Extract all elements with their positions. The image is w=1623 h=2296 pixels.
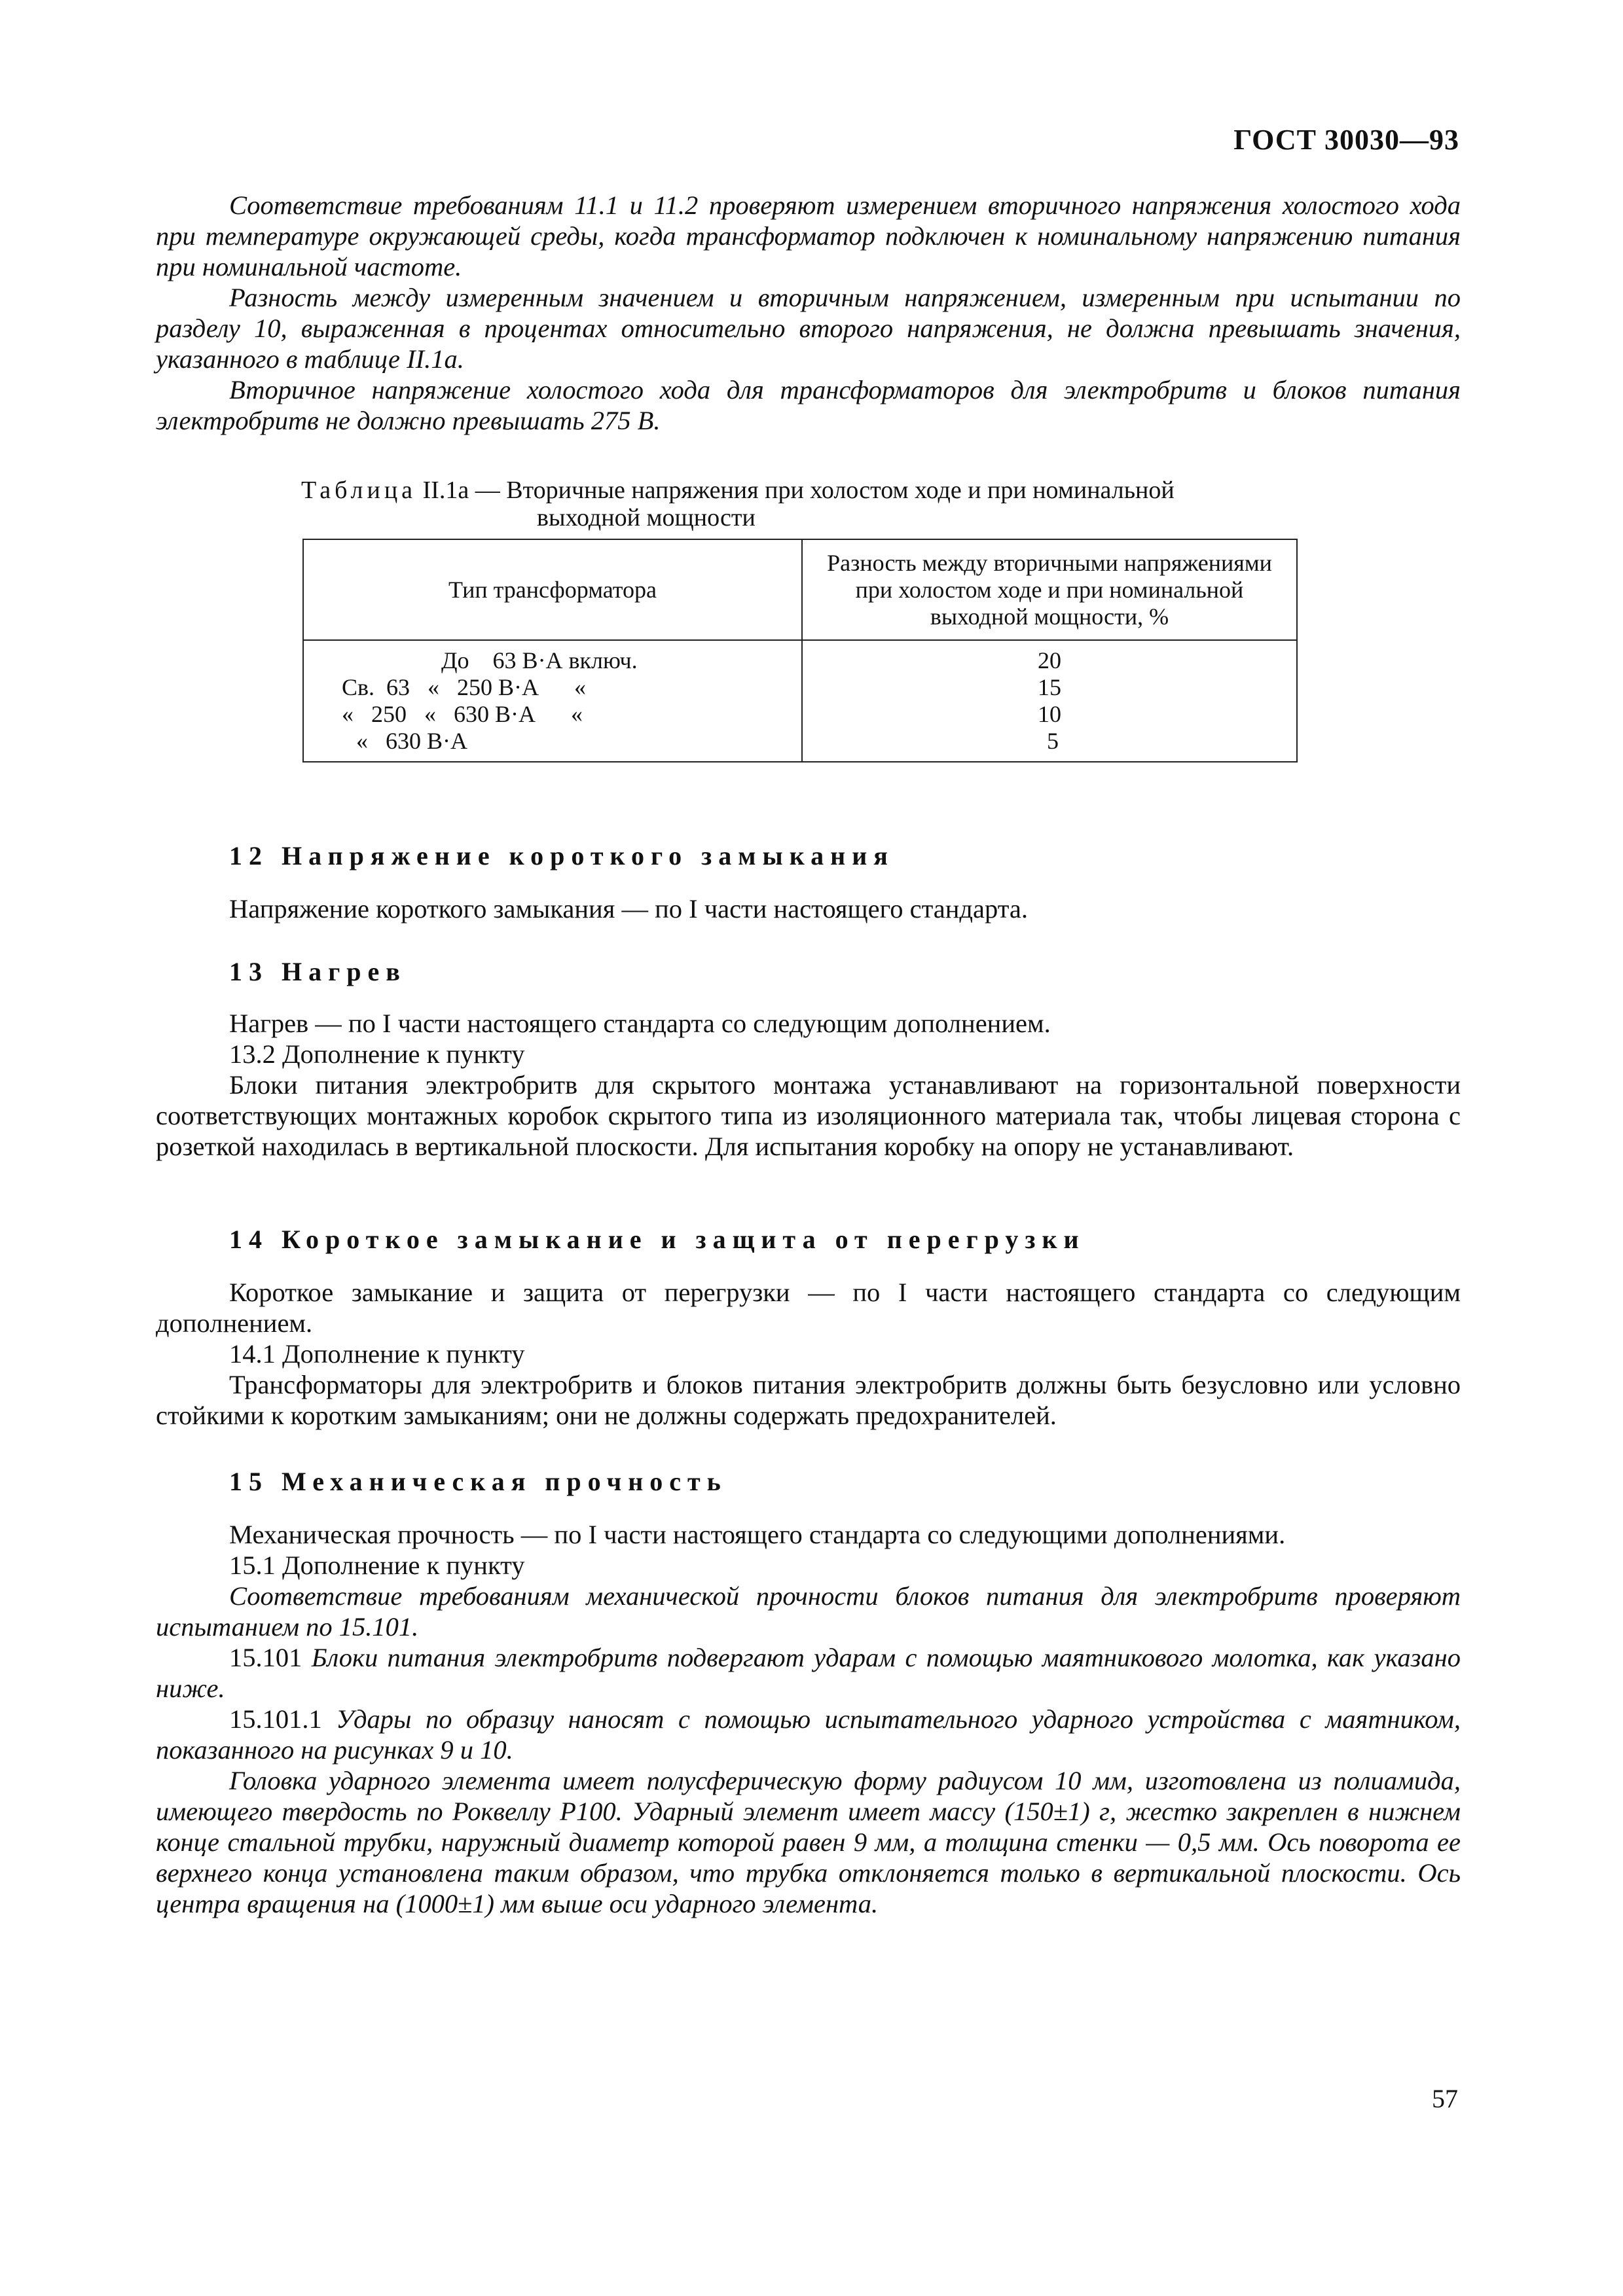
table-row-type: Св. 63 « 250 В·А « — [342, 674, 587, 700]
section-15 — [156, 1466, 1461, 1919]
section-15-paragraph-4 — [156, 1642, 1461, 1704]
section-14-paragraph-2: 14.1 Дополнение к пункту — [229, 1339, 525, 1369]
section-13-heading: 13 Нагрев — [229, 957, 407, 986]
section-13-paragraph-1: Нагрев — по I части настоящего стандарта со следующим дополнением. — [229, 1009, 1051, 1038]
clause-text: Удары по образцу наносят с помощью испытательного ударного устройства с маятником, показанного на рисунках 9 и 10. — [156, 1704, 1461, 1765]
section-12-paragraph: Напряжение короткого замыкания — по I части настоящего стандарта. — [229, 894, 1029, 924]
section-15-paragraph-5 — [156, 1704, 1461, 1765]
table-header-type: Тип трансформатора — [303, 539, 802, 640]
section-15-heading: 15 Механическая прочность — [229, 1467, 727, 1496]
section-13-paragraph-3: Блоки питания электробритв для скрытого монтажа устанавливают на горизонтальной поверхности соответствующих монтажных коробок скрытого типа из изоляционного материала так, чтобы лицевая сторона с розеткой находилась в вертикальной плоскости. Для испытания коробку на опору не устанавливают. — [156, 1070, 1461, 1161]
clause-number: 15.101.1 — [229, 1704, 322, 1734]
clause-number: 15.101 — [229, 1643, 302, 1672]
table-values-cell — [802, 640, 1297, 762]
table-header-difference — [802, 539, 1297, 640]
header-line-2: при холостом ходе и при номинальной — [855, 576, 1244, 603]
table-caption-line2: выходной мощности — [537, 504, 756, 531]
table-caption — [301, 476, 1175, 531]
header-line-1: Разность между вторичными напряжениями — [827, 549, 1272, 576]
section-12-heading: 12 Напряжение короткого замыкания — [229, 841, 894, 870]
section-14 — [156, 1224, 1461, 1431]
section-14-paragraph-1: Короткое замыкание и защита от перегрузки — по I части настоящего стандарта со следующим дополнением. — [156, 1278, 1461, 1338]
section-14-heading: 14 Короткое замыкание и защита от перегрузки — [229, 1225, 1085, 1254]
table-row-value: 15 — [1038, 674, 1061, 700]
clause-text: Блоки питания электробритв подвергают ударам с помощью маятникового молотка, как указано ниже. — [156, 1643, 1461, 1703]
section-14-paragraph-3: Трансформаторы для электробритв и блоков питания электробритв должны быть безусловно или условно стойкими к коротким замыканиям; они не должны содержать предохранителей. — [156, 1370, 1461, 1430]
intro-paragraph-3: Вторичное напряжение холостого хода для трансформаторов для электробритв и блоков питания электробритв не должно превышать 275 В. — [156, 375, 1461, 435]
section-13-paragraph-2: 13.2 Дополнение к пункту — [229, 1039, 525, 1069]
voltage-table — [302, 539, 1298, 762]
table-row-type: « 630 В·А — [356, 728, 467, 754]
table-caption-line1: II.1a — Вторичные напряжения при холостом ходе и при номинальной — [416, 476, 1175, 504]
section-15-paragraph-1: Механическая прочность — по I части настоящего стандарта со следующими дополнениями. — [229, 1520, 1286, 1549]
section-15-paragraph-2: 15.1 Дополнение к пункту — [229, 1551, 525, 1580]
table-caption-word: Таблица — [301, 476, 417, 504]
table-types-cell — [303, 640, 802, 762]
intro-paragraph-2: Разность между измеренным значением и вторичным напряжением, измеренным при испытании по разделу 10, выраженная в процентах относительно второго напряжения, не должна превышать значения, указанного в таблице II.1a. — [156, 283, 1461, 374]
intro-block — [156, 190, 1461, 436]
table-row-type: « 250 « 630 В·А « — [342, 701, 583, 727]
section-13 — [156, 956, 1461, 1162]
table-row-value: 10 — [1038, 701, 1061, 727]
header-line-3: выходной мощности, % — [930, 603, 1169, 630]
table-row-value: 20 — [1038, 647, 1061, 673]
page-number: 57 — [1432, 2084, 1458, 2113]
section-15-paragraph-6: Головка ударного элемента имеет полусферическую форму радиусом 10 мм, изготовлена из полиамида, имеющего твердость по Роквеллу Р100. Ударный элемент имеет массу (150±1) г, жестко закреплен в нижнем конце стальной трубки, наружный диаметр которой равен 9 мм, а толщина стенки — 0,5 мм. Ось поворота ее верхнего конца установлена таким образом, что трубка отклоняется только в вертикальной плоскости. Ось центра вращения на (1000±1) мм выше оси ударного элемента. — [156, 1766, 1461, 1918]
intro-paragraph-1: Соответствие требованиям 11.1 и 11.2 проверяют измерением вторичного напряжения холостого хода при температуре окружающей среды, когда трансформатор подключен к номинальному напряжению питания при номинальной частоте. — [156, 190, 1461, 281]
table-row-type: До 63 В·А включ. — [441, 647, 638, 673]
section-12 — [156, 840, 1461, 924]
section-15-paragraph-3: Соответствие требованиям механической прочности блоков питания для электробритв проверяют испытанием по 15.101. — [156, 1581, 1461, 1641]
document-number: ГОСТ 30030—93 — [1233, 124, 1459, 156]
table-row-value: 5 — [1047, 728, 1059, 754]
